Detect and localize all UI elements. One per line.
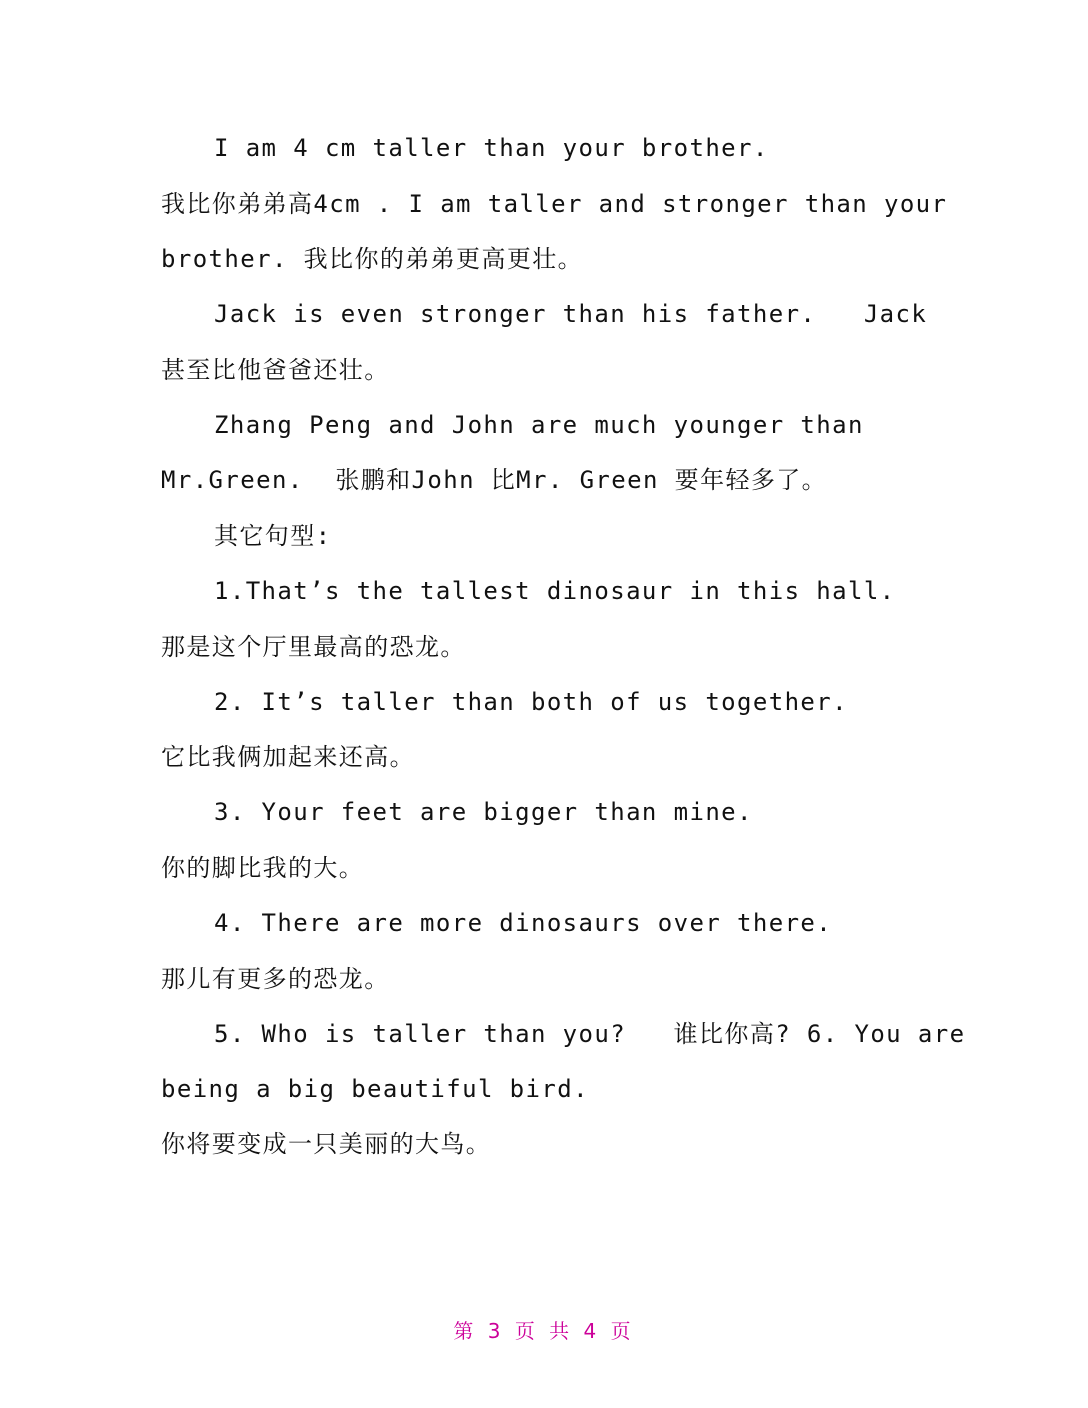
footer-middle: 页 共 [514,1319,574,1343]
text-line: 你的脚比我的大。 [161,854,365,882]
footer-suffix: 页 [610,1319,635,1343]
text-line: 你将要变成一只美丽的大鸟。 [161,1130,492,1158]
text-line: Zhang Peng and John are much younger than [214,411,864,439]
text-line: 2. It’s taller than both of us together. [214,688,848,716]
text-line: 甚至比他爸爸还壮。 [161,356,390,384]
text-line: 1.That’s the tallest dinosaur in this hall. [214,577,896,605]
text-line: 它比我俩加起来还高。 [161,743,415,771]
text-line: 那是这个厅里最高的恐龙。 [161,633,466,661]
text-line: 4. There are more dinosaurs over there. [214,909,833,937]
text-line: 5. Who is taller than you? 谁比你高? 6. You are [214,1020,966,1048]
text-line: 我比你弟弟高4cm . I am taller and stronger than your [161,190,948,218]
text-line: being a big beautiful bird. [161,1075,589,1103]
text-line: brother. 我比你的弟弟更高更壮。 [161,245,584,273]
total-pages: 4 [583,1319,601,1343]
text-line: 3. Your feet are bigger than mine. [214,798,753,826]
section-heading: 其它句型: [214,522,332,550]
text-line: Jack is even stronger than his father. Jack [214,300,928,328]
text-line: 那儿有更多的恐龙。 [161,965,390,993]
text-line: I am 4 cm taller than your brother. [214,134,769,162]
footer-prefix: 第 [453,1319,478,1343]
page-footer [0,1317,1088,1345]
page-number: 3 [487,1319,505,1343]
text-line: Mr.Green. 张鹏和John 比Mr. Green 要年轻多了。 [161,466,828,494]
